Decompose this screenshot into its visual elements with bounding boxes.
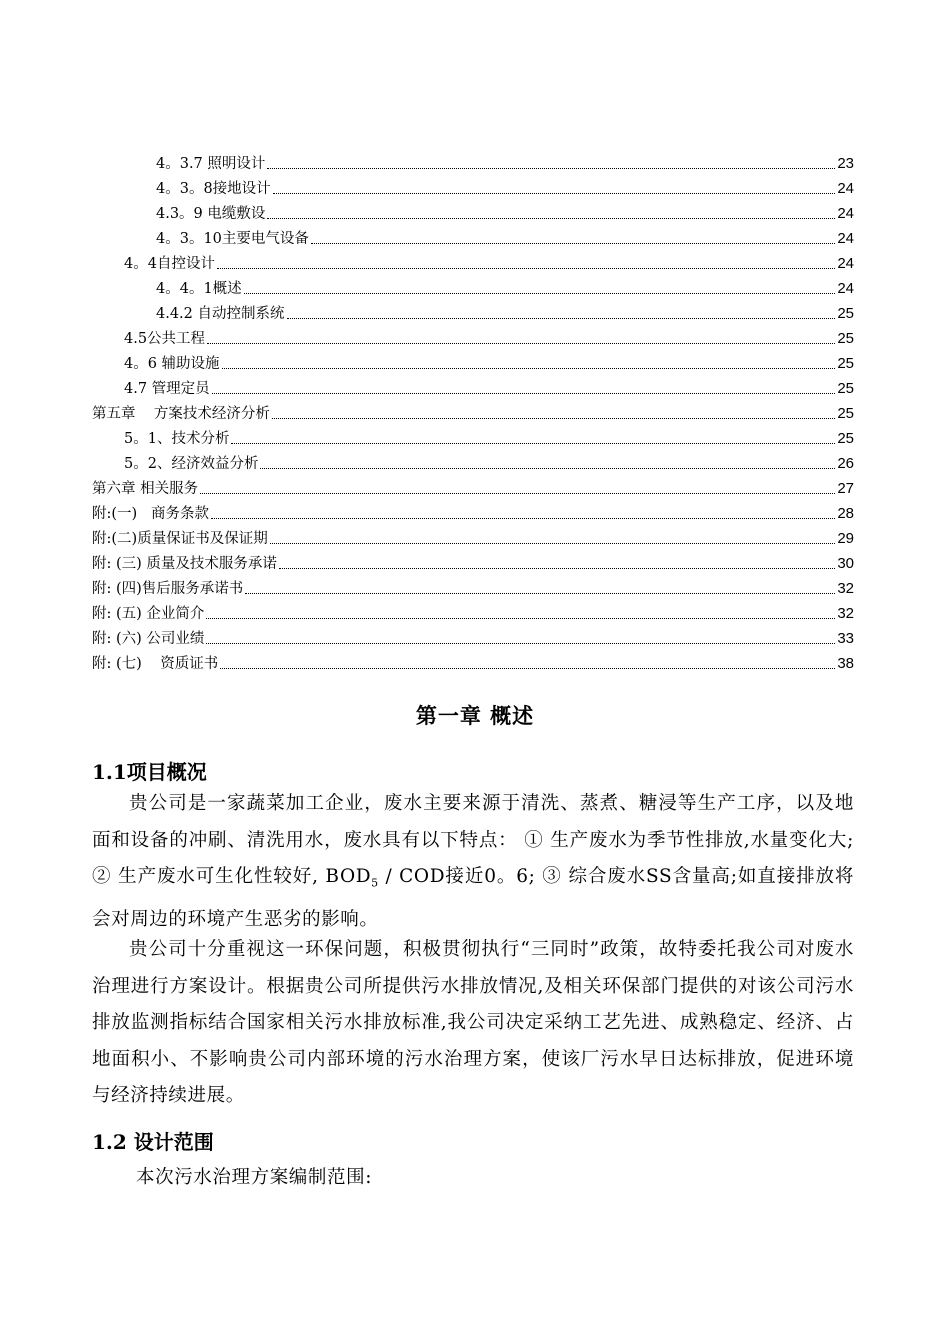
toc-leader-dots (272, 418, 835, 419)
toc-entry-title: 4.4.2 自动控制系统 (156, 306, 285, 322)
paragraph-text: / COD接近0。6; ③ 综合废水SS含量高;如直接排放将会对周边的环境产生恶劣的影响。 (92, 866, 854, 931)
toc-entry-title: 4。3.7 照明设计 (156, 156, 266, 172)
toc-entry-page-number: 27 (837, 480, 854, 497)
toc-entry-title: 附: (七) 资质证书 (92, 656, 219, 672)
toc-entry-page-number: 38 (837, 655, 854, 672)
toc-entry[interactable] (92, 498, 854, 523)
toc-entry-title: 4.7 管理定员 (124, 381, 210, 397)
toc-entry-title: 4。4自控设计 (124, 256, 215, 272)
toc-entry-title: 第六章 相关服务 (92, 481, 199, 497)
toc-entry-page-number: 25 (837, 430, 854, 447)
toc-entry-page-number: 24 (837, 205, 854, 222)
toc-entry-page-number: 25 (837, 405, 854, 422)
toc-leader-dots (244, 293, 836, 294)
toc-entry-page-number: 25 (837, 355, 854, 372)
toc-entry-title: 附: (三) 质量及技术服务承诺 (92, 556, 277, 572)
toc-entry-page-number: 24 (837, 180, 854, 197)
toc-entry[interactable] (92, 298, 854, 323)
toc-entry[interactable] (92, 148, 854, 173)
toc-leader-dots (211, 518, 835, 519)
toc-entry[interactable] (92, 173, 854, 198)
toc-leader-dots (212, 393, 836, 394)
toc-entry[interactable] (92, 423, 854, 448)
toc-entry-page-number: 30 (837, 555, 854, 572)
toc-entry-page-number: 25 (837, 380, 854, 397)
toc-entry[interactable] (92, 348, 854, 373)
toc-leader-dots (270, 543, 836, 544)
toc-entry[interactable] (92, 548, 854, 573)
toc-entry[interactable] (92, 473, 854, 498)
toc-entry-page-number: 24 (837, 280, 854, 297)
toc-entry[interactable] (92, 323, 854, 348)
paragraph-text: 贵公司是一家蔬菜加工企业，废水主要来源于清洗、蒸煮、糖浸等生产工序，以及地面和设备的冲刷、清洗用水，废水具有以下特点： ① 生产废水为季节性排放,水量变化大; ② 生产废水可生化性较好, BOD (92, 793, 854, 887)
toc-leader-dots (220, 668, 835, 669)
toc-entry[interactable] (92, 523, 854, 548)
toc-entry[interactable] (92, 373, 854, 398)
toc-leader-dots (206, 643, 835, 644)
subscript: 5 (371, 876, 379, 890)
toc-leader-dots (217, 268, 835, 269)
toc-entry[interactable] (92, 648, 854, 673)
toc-leader-dots (311, 243, 835, 244)
toc-entry-title: 4。3。8接地设计 (156, 181, 271, 197)
toc-entry-title: 附: (四)售后服务承诺书 (92, 581, 244, 597)
toc-entry-page-number: 24 (837, 255, 854, 272)
toc-entry-title: 4.3。9 电缆敷设 (156, 206, 266, 222)
toc-entry-title: 4.5公共工程 (124, 331, 206, 347)
toc-leader-dots (222, 368, 836, 369)
toc-entry-page-number: 33 (837, 630, 854, 647)
toc-leader-dots (267, 168, 835, 169)
toc-entry-page-number: 24 (837, 230, 854, 247)
toc-entry-page-number: 23 (837, 155, 854, 172)
toc-entry[interactable] (92, 573, 854, 598)
toc-leader-dots (279, 568, 835, 569)
toc-entry[interactable] (92, 223, 854, 248)
toc-entry-title: 4。4。1概述 (156, 281, 242, 297)
toc-leader-dots (206, 618, 835, 619)
paragraph-scope-intro: 本次污水治理方案编制范围: (136, 1167, 373, 1188)
toc-entry-page-number: 25 (837, 305, 854, 322)
toc-entry-title: 附:(一) 商务条款 (92, 506, 210, 522)
toc-entry-title: 第五章 方案技术经济分析 (92, 406, 270, 422)
toc-leader-dots (267, 218, 835, 219)
toc-entry[interactable] (92, 198, 854, 223)
toc-leader-dots (273, 193, 836, 194)
section-heading-project-overview: 1.1项目概况 (92, 760, 207, 784)
toc-entry-title: 附: (五) 企业简介 (92, 606, 205, 622)
toc-entry-title: 附: (六) 公司业绩 (92, 631, 205, 647)
toc-leader-dots (231, 443, 835, 444)
toc-entry-title: 附:(二)质量保证书及保证期 (92, 531, 268, 547)
toc-entry[interactable] (92, 398, 854, 423)
toc-entry-page-number: 28 (837, 505, 854, 522)
toc-leader-dots (287, 318, 836, 319)
toc-entry-page-number: 32 (837, 605, 854, 622)
toc-leader-dots (260, 468, 835, 469)
toc-entry-page-number: 25 (837, 330, 854, 347)
toc-entry[interactable] (92, 248, 854, 273)
toc-entry-page-number: 29 (837, 530, 854, 547)
toc-entry-title: 5。2、经济效益分析 (124, 456, 259, 472)
paragraph-design-commission: 贵公司十分重视这一环保问题，积极贯彻执行“三同时”政策，故特委托我公司对废水治理进行方案设计。根据贵公司所提供污水排放情况,及相关环保部门提供的对该公司污水排放监测指标结合国家相关污水排放标准,我公司决定采纳工艺先进、成熟稳定、经济、占地面积小、不影响贵公司内部环境的污水治理方案，使该厂污水早日达标排放，促进环境与经济持续进展。 (92, 939, 854, 1106)
chapter-title: 第一章 概述 (415, 703, 535, 728)
toc-entry[interactable] (92, 623, 854, 648)
toc-leader-dots (245, 593, 835, 594)
toc-entry-title: 4。6 辅助设施 (124, 356, 220, 372)
toc-entry[interactable] (92, 598, 854, 623)
section-heading-design-scope: 1.2 设计范围 (92, 1130, 214, 1154)
toc-leader-dots (207, 343, 835, 344)
toc-entry[interactable] (92, 448, 854, 473)
table-of-contents (92, 148, 854, 673)
toc-entry-page-number: 32 (837, 580, 854, 597)
toc-entry-title: 5。1、技术分析 (124, 431, 230, 447)
toc-leader-dots (200, 493, 835, 494)
toc-entry[interactable] (92, 273, 854, 298)
paragraph-wastewater-features (92, 786, 854, 939)
toc-entry-title: 4。3。10主要电气设备 (156, 231, 309, 247)
toc-entry-page-number: 26 (837, 455, 854, 472)
